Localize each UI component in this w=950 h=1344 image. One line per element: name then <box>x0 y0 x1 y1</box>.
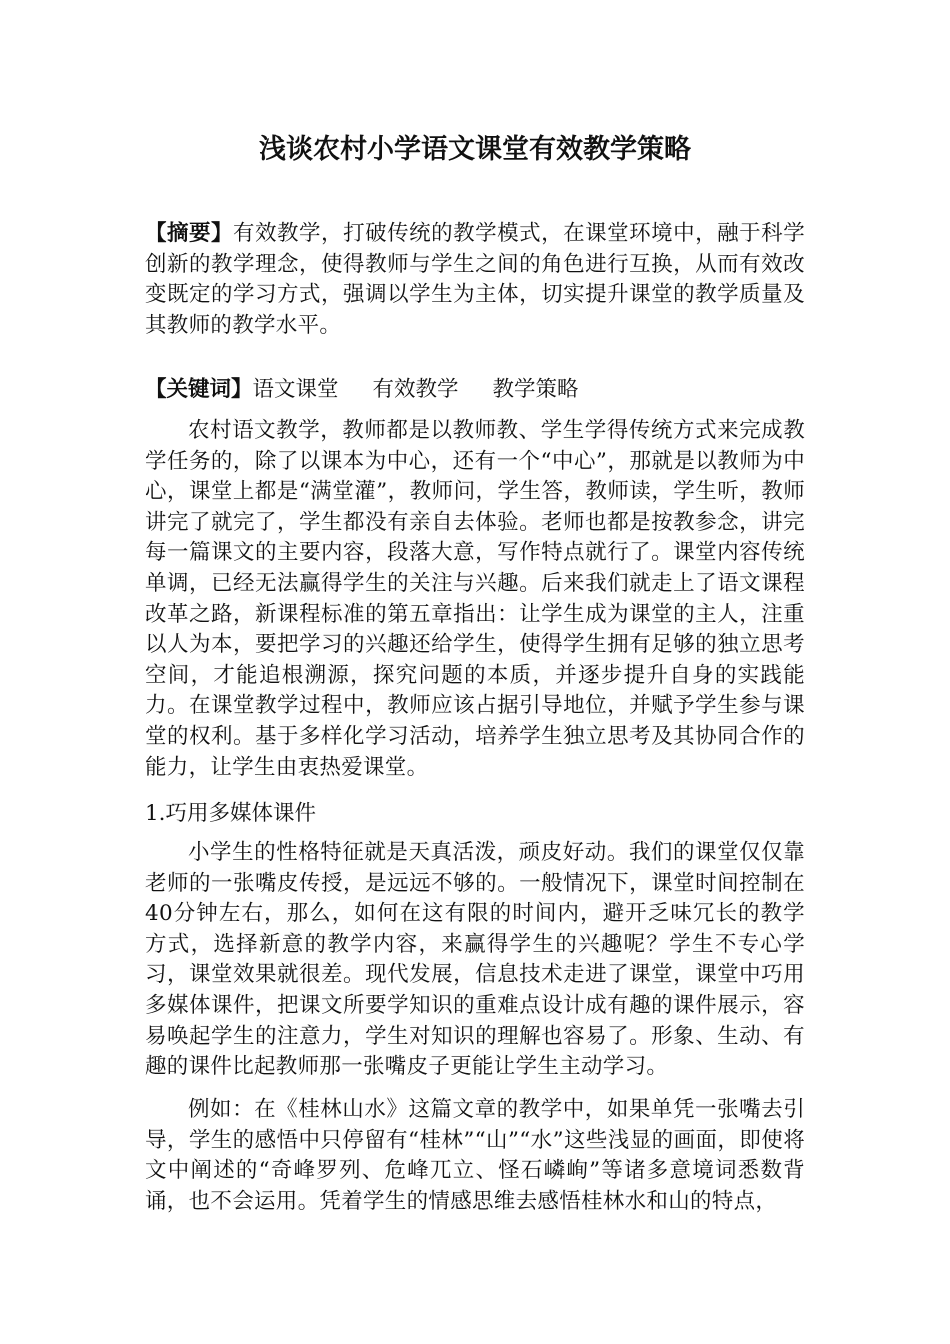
keywords-line <box>145 375 805 406</box>
keyword-item: 教学策略 <box>492 377 579 402</box>
body-paragraph: 例如：在《桂林山水》这篇文章的教学中，如果单凭一张嘴去引导，学生的感悟中只停留有“桂林”“山”“水”这些浅显的画面，即使将文中阐述的“奇峰罗列、危峰兀立、怪石嶙峋”等诸多意境词悉数背诵，也不会运用。凭着学生的情感思维去感悟桂林水和山的特点， <box>145 1097 805 1214</box>
abstract-label: 【摘要】 <box>145 221 234 246</box>
document-title: 浅谈农村小学语文课堂有效教学策略 <box>259 134 691 165</box>
keywords-label: 【关键词】 <box>145 377 253 402</box>
abstract-paragraph <box>145 219 805 341</box>
section-heading: 1.巧用多媒体课件 <box>145 801 317 826</box>
keyword-item: 有效教学 <box>372 377 459 402</box>
intro-paragraph: 农村语文教学，教师都是以教师教、学生学得传统方式来完成教学任务的，除了以课本为中心，还有一个“中心”，那就是以教师为中心，课堂上都是“满堂灌”，教师问，学生答，教师读，学生听，教师讲完了就完了，学生都没有亲自去体验。老师也都是按教参念，讲完每一篇课文的主要内容，段落大意，写作特点就行了。课堂内容传统单调，已经无法赢得学生的关注与兴趣。后来我们就走上了语文课程改革之路，新课程标准的第五章指出：让学生成为课堂的主人，注重以人为本，要把学习的兴趣还给学生，使得学生拥有足够的独立思考空间，才能追根溯源，探究问题的本质，并逐步提升自身的实践能力。在课堂教学过程中，教师应该占据引导地位，并赋予学生参与课堂的权利。基于多样化学习活动，培养学生独立思考及其协同合作的能力，让学生由衷热爱课堂。 <box>145 418 805 780</box>
abstract-text: 有效教学，打破传统的教学模式，在课堂环境中，融于科学创新的教学理念，使得教师与学生之间的角色进行互换，从而有效改变既定的学习方式，强调以学生为主体，切实提升课堂的教学质量及其教师的教学水平。 <box>145 221 805 338</box>
keyword-item: 语文课堂 <box>252 377 339 402</box>
body-paragraph: 小学生的性格特征就是天真活泼，顽皮好动。我们的课堂仅仅靠老师的一张嘴皮传授，是远远不够的。一般情况下，课堂时间控制在40分钟左右，那么，如何在这有限的时间内，避开乏味冗长的教学方式，选择新意的教学内容，来赢得学生的兴趣呢？学生不专心学习，课堂效果就很差。现代发展，信息技术走进了课堂，课堂中巧用多媒体课件，把课文所要学知识的重难点设计成有趣的课件展示，容易唤起学生的注意力，学生对知识的理解也容易了。形象、生动、有趣的课件比起教师那一张嘴皮子更能让学生主动学习。 <box>145 840 805 1080</box>
